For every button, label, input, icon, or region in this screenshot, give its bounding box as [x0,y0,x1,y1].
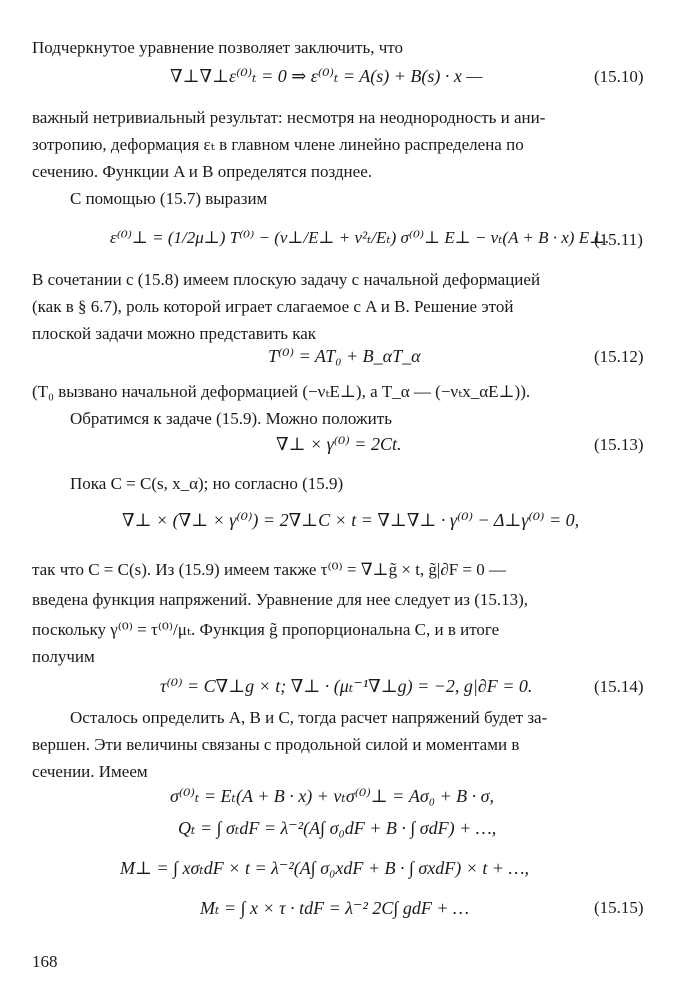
text-line: сечении. Имеем [32,762,148,781]
text-line: важный нетривиальный результат: несмотря на неоднородность и ани- [32,108,546,127]
text-line: С помощью (15.7) выразим [70,189,268,208]
text-line: поскольку γ⁽⁰⁾ = τ⁽⁰⁾/μₜ. Функция g̃ пропорциональна C, и в итоге [32,620,500,639]
text-line: В сочетании с (15.8) имеем плоскую задачу с начальной деформацией [32,270,541,289]
equation-number: (15.12) [594,347,644,366]
page-number: 168 [32,952,58,971]
text-line: зотропию, деформация εₜ в главном члене линейно распределена по [32,135,524,154]
equation-15-15-c: M⊥ = ∫ xσₜdF × t = λ⁻²(A∫ σ₀xdF + B · ∫ σxdF) × t + …, [120,858,530,878]
text-line: (как в § 6.7), роль которой играет слагаемое с A и B. Решение этой [32,297,514,316]
text-line: так что C = C(s). Из (15.9) имеем также τ⁽⁰⁾ = ∇⊥g̃ × t, g̃|∂F = 0 — [32,560,507,579]
equation-15-14: τ⁽⁰⁾ = C∇⊥g × t; ∇⊥ · (μₜ⁻¹∇⊥g) = −2, g|∂F = 0. [160,676,533,696]
text-line: Подчеркнутое уравнение позволяет заключить, что [32,38,403,57]
equation-15-15-b: Qₜ = ∫ σₜdF = λ⁻²(A∫ σ₀dF + B · ∫ σdF) + …, [178,818,497,838]
text-line: (T₀ вызвано начальной деформацией (−νₜE⊥), а T_α — (−νₜx_αE⊥)). [32,382,531,401]
equation-curl: ∇⊥ × (∇⊥ × γ⁽⁰⁾) = 2∇⊥C × t = ∇⊥∇⊥ · γ⁽⁰⁾ − Δ⊥γ⁽⁰⁾ = 0, [122,510,580,530]
equation-15-15-d: Mₜ = ∫ x × τ · tdF = λ⁻² 2C∫ gdF + … [200,898,470,918]
equation-15-10: ∇⊥∇⊥ε⁽⁰⁾ₜ = 0 ⇒ ε⁽⁰⁾ₜ = A(s) + B(s) · x — [170,66,483,86]
equation-number: (15.13) [594,435,644,454]
text-line: введена функция напряжений. Уравнение для нее следует из (15.13), [32,590,529,609]
equation-number: (15.11) [594,230,643,249]
equation-15-15-a: σ⁽⁰⁾ₜ = Eₜ(A + B · x) + νₜσ⁽⁰⁾⊥ = Aσ₀ + B · σ, [170,786,494,806]
equation-number: (15.15) [594,898,644,917]
equation-number: (15.14) [594,677,644,696]
text-line: Пока C = C(s, x_α); но согласно (15.9) [70,474,344,493]
equation-15-11: ε⁽⁰⁾⊥ = (1/2μ⊥) T⁽⁰⁾ − (ν⊥/E⊥ + ν²ₜ/Eₜ) σ⁽⁰⁾⊥ E⊥ − νₜ(A + B · x) E⊥. [110,228,610,247]
text-line: вершен. Эти величины связаны с продольной силой и моментами в [32,735,520,754]
text-line: Осталось определить A, B и C, тогда расчет напряжений будет за- [70,708,548,727]
equation-15-12: T⁽⁰⁾ = AT₀ + B_αT_α [268,346,421,366]
text-line: плоской задачи можно представить как [32,324,317,343]
equation-15-13: ∇⊥ × γ⁽⁰⁾ = 2Ct. [276,434,402,454]
text-line: сечению. Функции A и B определятся позднее. [32,162,372,181]
text-line: Обратимся к задаче (15.9). Можно положить [70,409,392,428]
text-line: получим [32,647,95,666]
equation-number: (15.10) [594,67,644,86]
